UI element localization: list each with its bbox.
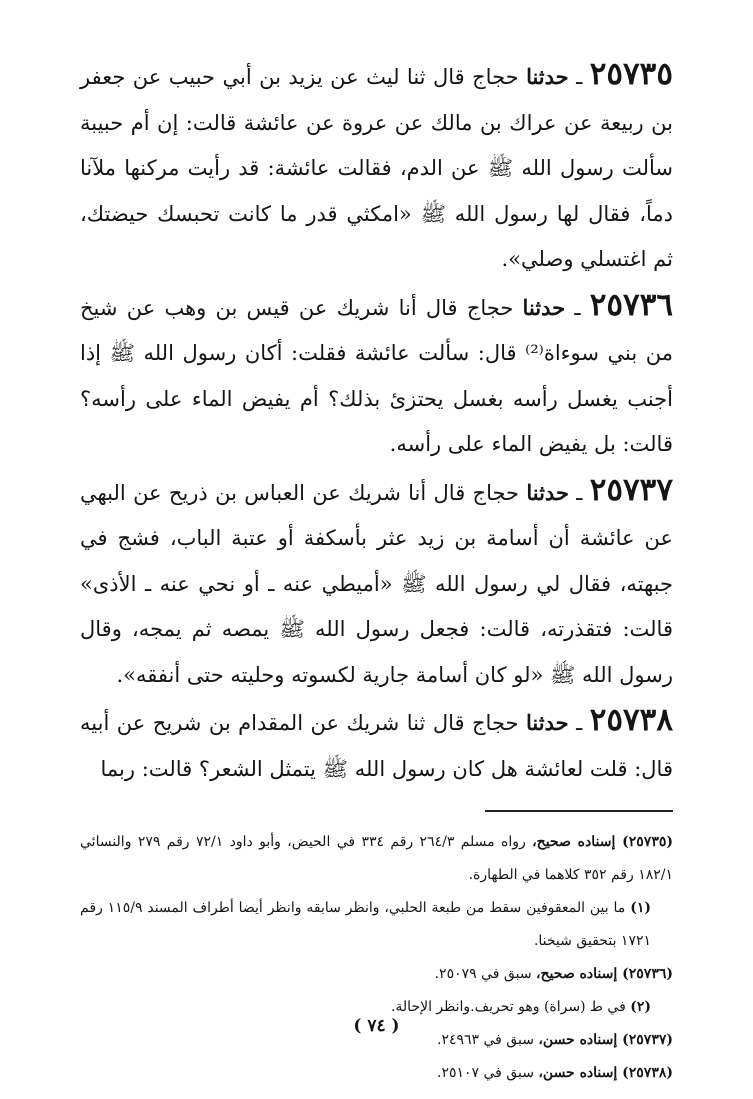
- footnote-grade: إسناده حسن،: [538, 1032, 623, 1048]
- footnote-text: رواه مسلم ٢٦٤/٣ رقم ٣٣٤ في الحيض، وأبو داود ٧٢/١ رقم ٢٧٩ والنسائي ١٨٢/١ رقم ٣٥٢ كلاهما في الطهارة.: [80, 834, 673, 883]
- hadith-lead: حدثنا: [522, 294, 566, 320]
- hadith-lead: حدثنا: [526, 64, 569, 89]
- footnote-text: سبق في ٢٥٠٧٩.: [434, 966, 536, 982]
- page-body: [80, 52, 674, 1081]
- footnote-grade: إسناده حسن،: [538, 1065, 623, 1081]
- hadith-number: ٢٥٧٣٨: [589, 702, 673, 738]
- hadith-dash: ـ: [568, 65, 590, 89]
- footnote-ref: (٢٥٧٣٧): [622, 1032, 673, 1048]
- hadith-text: حجاج قال أنا شريك عن العباس بن ذريح عن البهي عن عائشة أن أسامة بن زيد عثر بأسكفة أو عتبة الباب، فشج في جبهته، فقال لي رسول الله ﷺ «أميطي عنه ـ أو نحي عنه ـ الأذى» قالت: فتقذرته، قالت: فجعل رسول الله ﷺ يمصه ثم يمجه، وقال رسول الله ﷺ «لو كان أسامة جارية لكسوته وحليته حتى أنفقه».: [80, 480, 673, 687]
- footnote-25736: [80, 958, 673, 991]
- hadith-text: حجاج قال أنا شريك عن قيس بن وهب عن شيخ من بني سوءاة⁽²⁾ قال: سألت عائشة فقلت: أكان رسول الله ﷺ إذا أجنب يغسل رأسه بغسل يحتزئ بذلك؟ أم يفيض الماء على رأسه؟ قالت: بل يفيض الماء على رأسه.: [80, 295, 673, 456]
- hadith-number: ٢٥٧٣٥: [589, 56, 673, 92]
- hadith-dash: ـ: [568, 711, 590, 735]
- footnote-ref: (٢): [630, 999, 651, 1015]
- hadith-dash: ـ: [565, 295, 590, 320]
- footnote-ref: (٢٥٧٣٨): [622, 1065, 673, 1081]
- footnote-ref: (٢٥٧٣٥): [622, 834, 673, 850]
- hadith-dash: ـ: [568, 480, 590, 505]
- footnote-25738: [80, 1057, 673, 1090]
- page-number: ( ٧٤ ): [353, 1016, 400, 1036]
- footnote-ref: (١): [630, 900, 651, 916]
- hadith-25738: [80, 698, 673, 792]
- footnote-1: [80, 892, 673, 958]
- hadith-text: حجاج قال ثنا ليث عن يزيد بن أبي حبيب عن جعفر بن ربيعة عن عراك بن مالك عن عروة عن عائشة قالت: إن أم حبيبة سألت رسول الله ﷺ عن الدم، فقالت عائشة: قد رأيت مركنها ملآنا دماً، فقال لها رسول الله ﷺ «امكثي قدر ما كانت تحبسك حيضتك، ثم اغتسلي وصلي».: [80, 65, 673, 271]
- hadith-text: حجاج قال ثنا شريك عن المقدام بن شريح عن أبيه قال: قلت لعائشة هل كان رسول الله ﷺ يتمثل الشعر؟ قالت: ربما: [80, 711, 673, 781]
- footnote-ref: (٢٥٧٣٦): [622, 966, 673, 982]
- footnote-divider: [485, 810, 673, 812]
- hadith-lead: حدثنا: [526, 479, 569, 505]
- hadith-number: ٢٥٧٣٦: [589, 286, 674, 323]
- hadith-lead: حدثنا: [526, 710, 569, 735]
- hadith-number: ٢٥٧٣٧: [589, 471, 673, 508]
- hadith-25736: [80, 283, 673, 468]
- footnote-text: في ط (سراة) وهو تحريف.وانظر الإحالة.: [390, 999, 631, 1015]
- footnote-text: سبق في ٢٥١٠٧.: [436, 1065, 539, 1081]
- footnote-text: ما بين المعقوفين سقط من طبعة الحلبي، وانظر سابقه وانظر أيضا أطراف المسند ١١٥/٩ رقم ١٧٢١ بتحقيق شيخنا.: [80, 900, 651, 949]
- footnote-text: سبق في ٢٤٩٦٣.: [436, 1032, 539, 1048]
- hadith-25735: [80, 52, 673, 283]
- footnote-25735: [80, 826, 673, 892]
- footnote-grade: إسناده صحيح،: [532, 834, 623, 850]
- footnote-grade: إسناده صحيح،: [536, 966, 623, 982]
- hadith-25737: [80, 468, 673, 699]
